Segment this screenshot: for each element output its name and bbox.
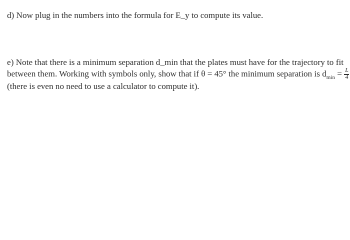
question-part-d	[7, 10, 343, 21]
fraction-l-over-4	[344, 68, 349, 81]
fraction-denominator: 4	[345, 74, 349, 81]
dmin-subscript: min	[326, 74, 335, 81]
fraction-numerator: L	[345, 67, 349, 74]
part-e-line-3: (there is even no need to use a calculator to compute it).	[7, 80, 200, 91]
part-e-line-1: e) Note that there is a minimum separation d_min that the plates must have for the trajectory to fit	[7, 57, 344, 67]
part-d-text: d) Now plug in the numbers into the formula for E_y to compute its value.	[7, 10, 264, 20]
homework-page	[0, 0, 350, 105]
question-part-e	[7, 57, 349, 91]
part-e-line-2-text: between them. Working with symbols only, show that if θ = 45° the minimum separation is d	[7, 67, 327, 78]
equals-sign: =	[334, 67, 345, 78]
part-e-line-2	[7, 67, 349, 81]
